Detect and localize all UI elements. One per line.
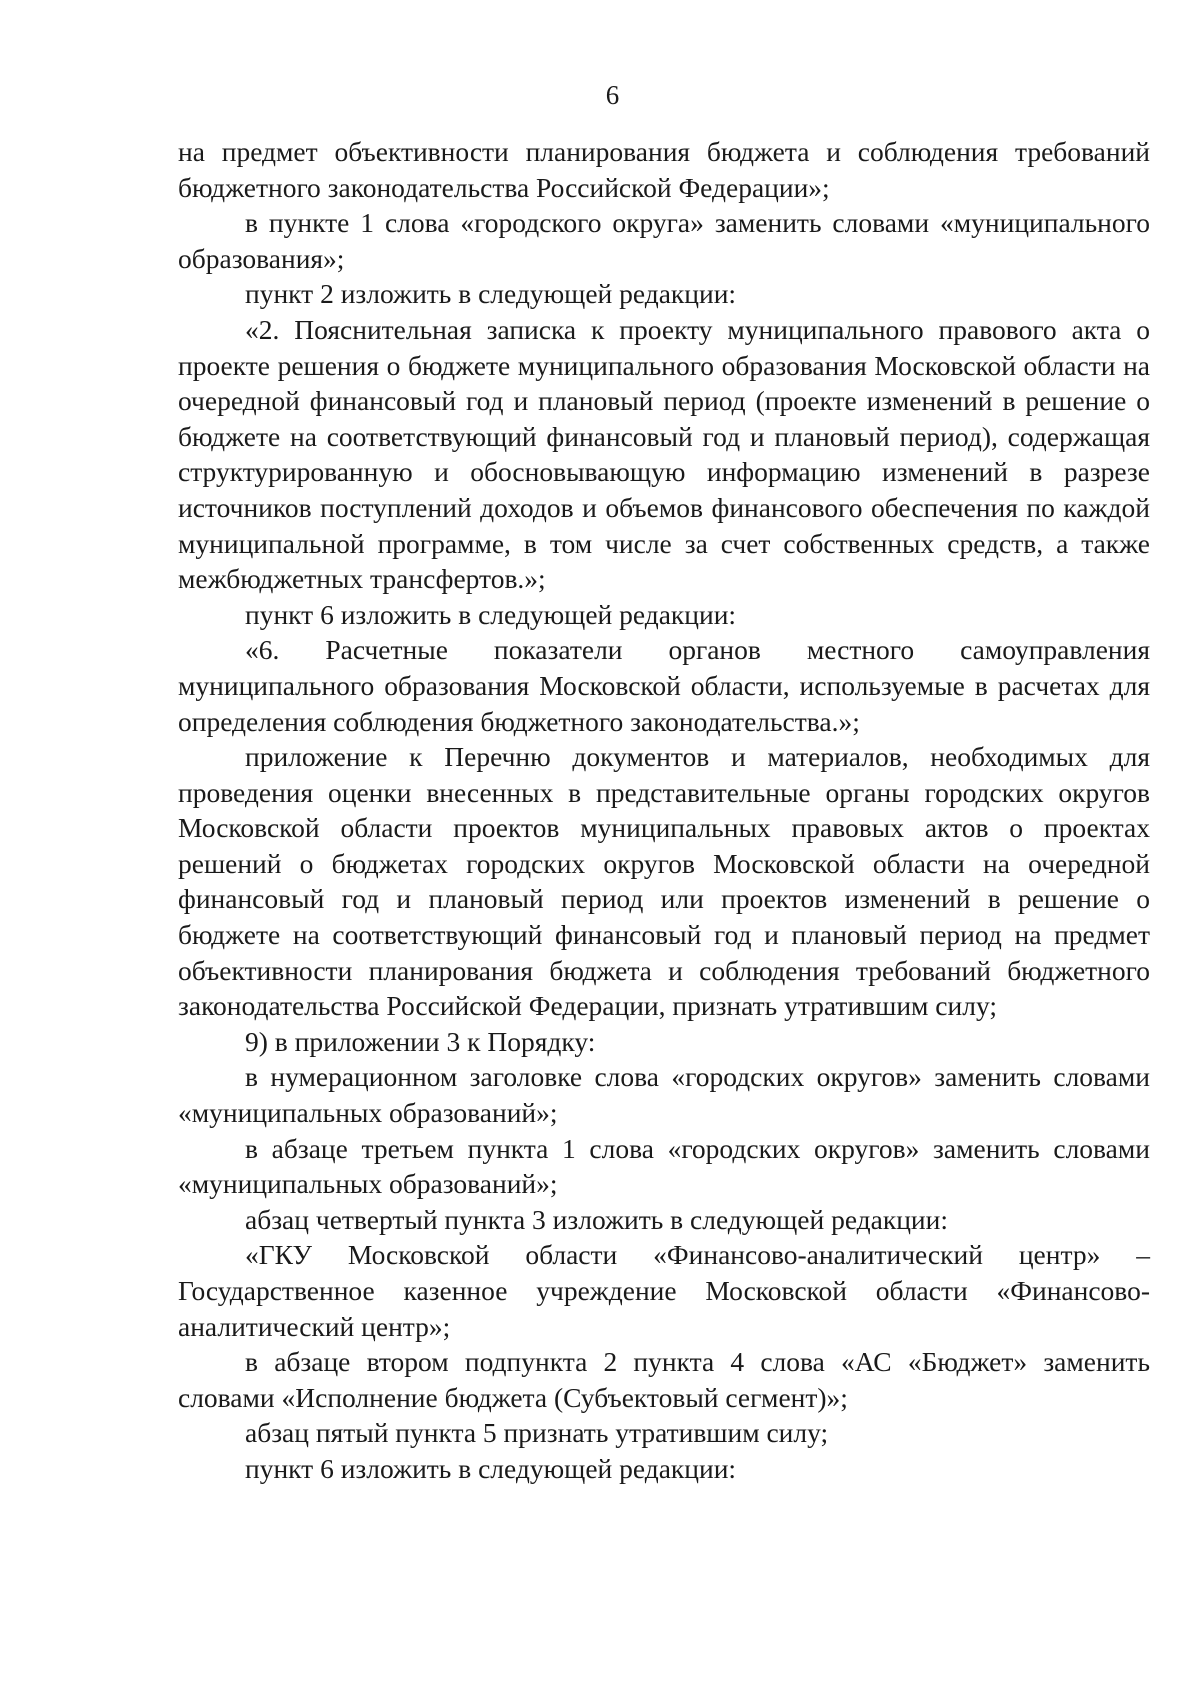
paragraph: 9) в приложении 3 к Порядку: — [245, 1025, 596, 1057]
paragraph: пункт 6 изложить в следующей редакции: — [245, 1452, 737, 1484]
paragraph: приложение к Перечню документов и материалов, необходимых для проведения оценки внесенных в представительные органы городских округов Московской области проектов муниципальных правовых актов о проектах решений о бюджетах городских округов Московской области на очередной финансовый год и плановый период или проектов изменений в решение о бюджете на соответствующий финансовый год и плановый период на предмет объективности планирования бюджета и соблюдения требований бюджетного законодательства Российской Федерации, признать утратившим силу; — [178, 741, 1150, 1022]
paragraph: пункт 6 изложить в следующей редакции: — [245, 598, 737, 630]
paragraph: абзац четвертый пункта 3 изложить в следующей редакции: — [245, 1203, 949, 1235]
page-number: 6 — [605, 80, 620, 110]
paragraph: «2. Пояснительная записка к проекту муниципального правового акта о проекте решения о бюджете муниципального образования Московской области на очередной финансовый год и плановый период (проекте изменений в решение о бюджете на соответствующий финансовый год и плановый период), содержащая структурированную и обосновывающую информацию изменений в разрезе источников поступлений доходов и объемов финансового обеспечения по каждой муниципальной программе, в том числе за счет собственных средств, а также межбюджетных трансфертов.»; — [178, 313, 1150, 595]
paragraph: абзац пятый пункта 5 признать утратившим силу; — [245, 1417, 829, 1449]
paragraph: «ГКУ Московской области «Финансово-аналитический центр» – Государственное казенное учреждение Московской области «Финансово-аналитический центр»; — [178, 1239, 1150, 1342]
paragraph: на предмет объективности планирования бюджета и соблюдения требований бюджетного законодательства Российской Федерации»; — [178, 136, 1150, 203]
paragraph: в абзаце втором подпункта 2 пункта 4 слова «АС «Бюджет» заменить словами «Исполнение бюджета (Субъектовый сегмент)»; — [178, 1346, 1150, 1413]
paragraph: пункт 2 изложить в следующей редакции: — [245, 278, 737, 310]
paragraph: в пункте 1 слова «городского округа» заменить словами «муниципального образования»; — [178, 207, 1150, 274]
paragraph: в абзаце третьем пункта 1 слова «городских округов» заменить словами «муниципальных образований»; — [178, 1132, 1150, 1200]
paragraph: «6. Расчетные показатели органов местного самоуправления муниципального образования Московской области, используемые в расчетах для определения соблюдения бюджетного законодательства.»; — [178, 634, 1150, 737]
paragraph: в нумерационном заголовке слова «городских округов» заменить словами «муниципальных образований»; — [178, 1061, 1150, 1129]
document-body — [178, 134, 1150, 1487]
